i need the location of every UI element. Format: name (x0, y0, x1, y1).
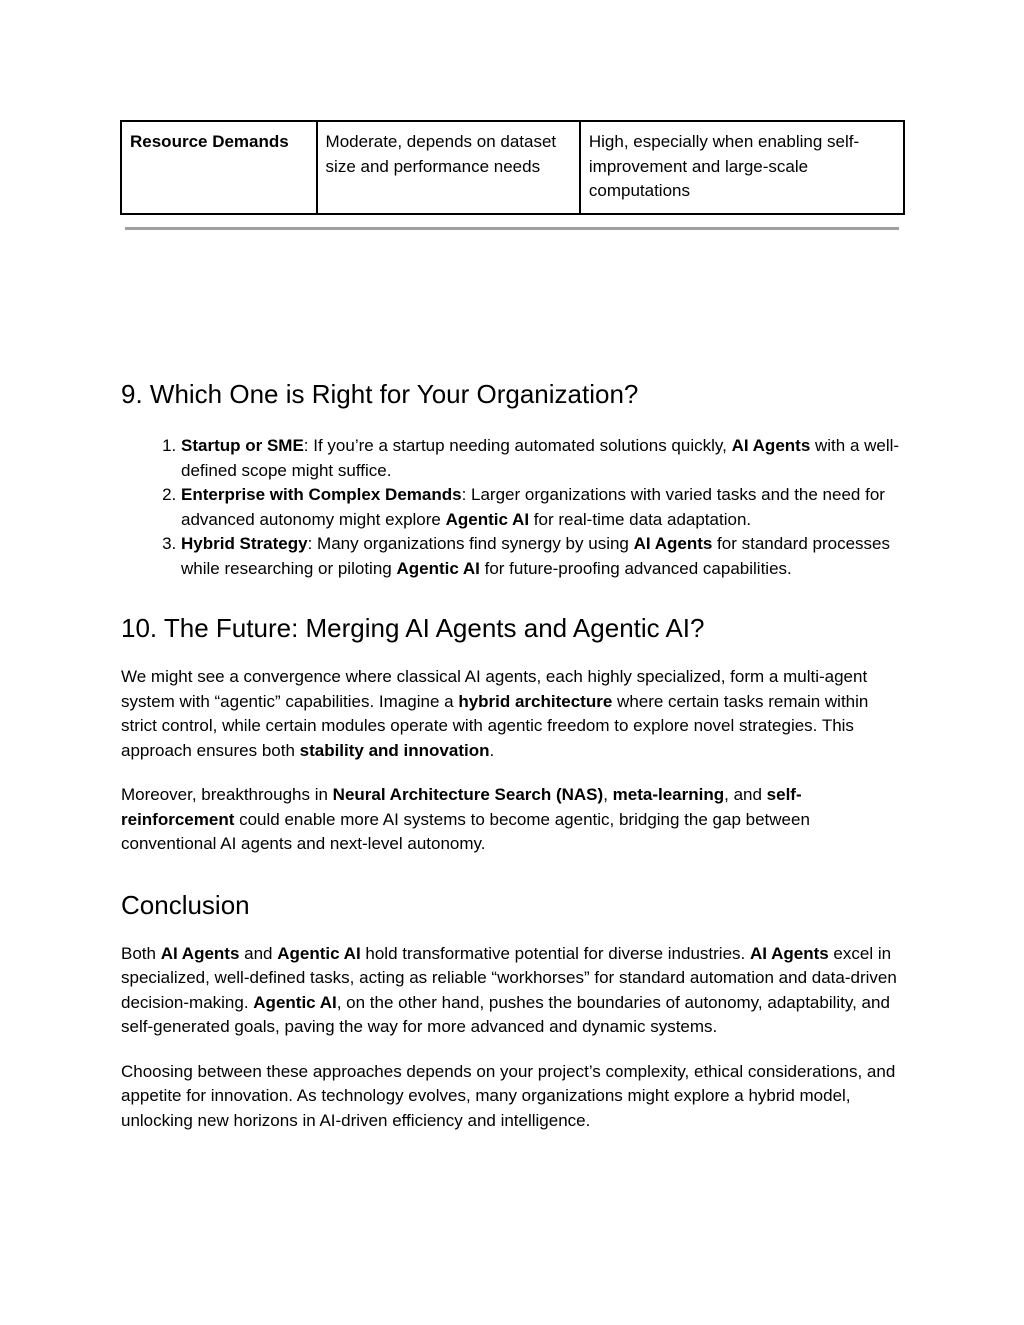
text-run: could enable more AI systems to become agentic, bridging the gap between conventional AI agents and next-level autonomy. (121, 809, 810, 853)
text-run: hold transformative potential for diverse industries. (360, 943, 750, 963)
conclusion-heading: Conclusion (121, 889, 250, 920)
text-run: We might see a convergence where classical AI agents, each highly specialized, form a multi-agent system with “agentic” capabilities. Imagine a (121, 667, 868, 711)
bold-run: AI Agents (749, 943, 829, 963)
list-item-bold: Agentic AI (445, 509, 530, 529)
bold-run: meta-learning (612, 785, 725, 804)
conclusion-paragraph-1 (121, 942, 906, 1040)
text-run: , (603, 785, 613, 804)
text-run: and (239, 943, 278, 963)
section-10-paragraph-1 (121, 665, 906, 763)
bold-run: Neural Architecture Search (NAS) (332, 785, 604, 804)
text-run: , on the other hand, pushes the boundaries of autonomy, adaptability, and self-generated goals, paving the way for more advanced and dynamic systems. (121, 992, 890, 1036)
bold-run: Agentic AI (253, 992, 337, 1012)
bold-run: Agentic AI (277, 943, 361, 963)
list-item-title: Enterprise with Complex Demands (181, 485, 462, 504)
text-run: excel in specialized, well-defined tasks, acting as reliable “workhorses” for standard automation and data-driven decision-making. (121, 943, 897, 1012)
list-item (181, 483, 906, 532)
comparison-table (120, 120, 905, 215)
bold-run: self-reinforcement (121, 785, 802, 829)
text-run: . (489, 740, 495, 760)
text-run: where certain tasks remain within strict control, while certain modules operate with agentic freedom to explore novel strategies. This approach ensures both (121, 691, 869, 760)
list-item (181, 434, 906, 483)
text-run: Both (121, 943, 161, 963)
agentic-ai-cell: High, especially when enabling self-improvement and large-scale computations (580, 121, 904, 214)
list-item-text: : Larger organizations with varied tasks and the need for advanced autonomy might explore (181, 485, 885, 529)
section-9-heading: 9. Which One is Right for Your Organization? (121, 379, 639, 409)
list-item-text: with a well-defined scope might suffice. (181, 436, 900, 480)
list-item-text: for future-proofing advanced capabilities. (479, 558, 792, 578)
organization-list (121, 434, 906, 581)
section-10-heading: 10. The Future: Merging AI Agents and Agentic AI? (121, 613, 705, 643)
conclusion-paragraph-2: Choosing between these approaches depends on your project’s complexity, ethical considerations, and appetite for innovation. As technology evolves, many organizations might explore a hybrid model, unlocking new horizons in AI-driven efficiency and intelligence. (121, 1061, 896, 1130)
list-item (181, 532, 906, 581)
list-item-text: : Many organizations find synergy by using (307, 534, 634, 553)
list-item-bold: AI Agents (731, 436, 811, 455)
list-item-text: : If you’re a startup needing automated solutions quickly, (303, 436, 732, 455)
text-run: Moreover, breakthroughs in (121, 785, 333, 804)
section-10-paragraph-2 (121, 783, 906, 857)
horizontal-rule (125, 227, 899, 230)
list-item-bold: AI Agents (633, 534, 713, 553)
list-item-text: for real-time data adaptation. (529, 509, 752, 529)
table-row (121, 121, 904, 214)
ai-agents-cell: Moderate, depends on dataset size and performance needs (317, 121, 580, 214)
list-item-text: for standard processes while researching or piloting (181, 534, 890, 578)
bold-run: hybrid architecture (458, 691, 613, 711)
bold-run: stability and innovation (299, 740, 490, 760)
list-item-title: Hybrid Strategy (181, 534, 308, 553)
main-content (121, 376, 906, 1133)
row-label-cell: Resource Demands (121, 121, 317, 214)
bold-run: AI Agents (160, 943, 240, 963)
text-run: , and (724, 785, 767, 804)
list-item-title: Startup or SME (181, 436, 304, 455)
list-item-bold: Agentic AI (396, 558, 480, 578)
